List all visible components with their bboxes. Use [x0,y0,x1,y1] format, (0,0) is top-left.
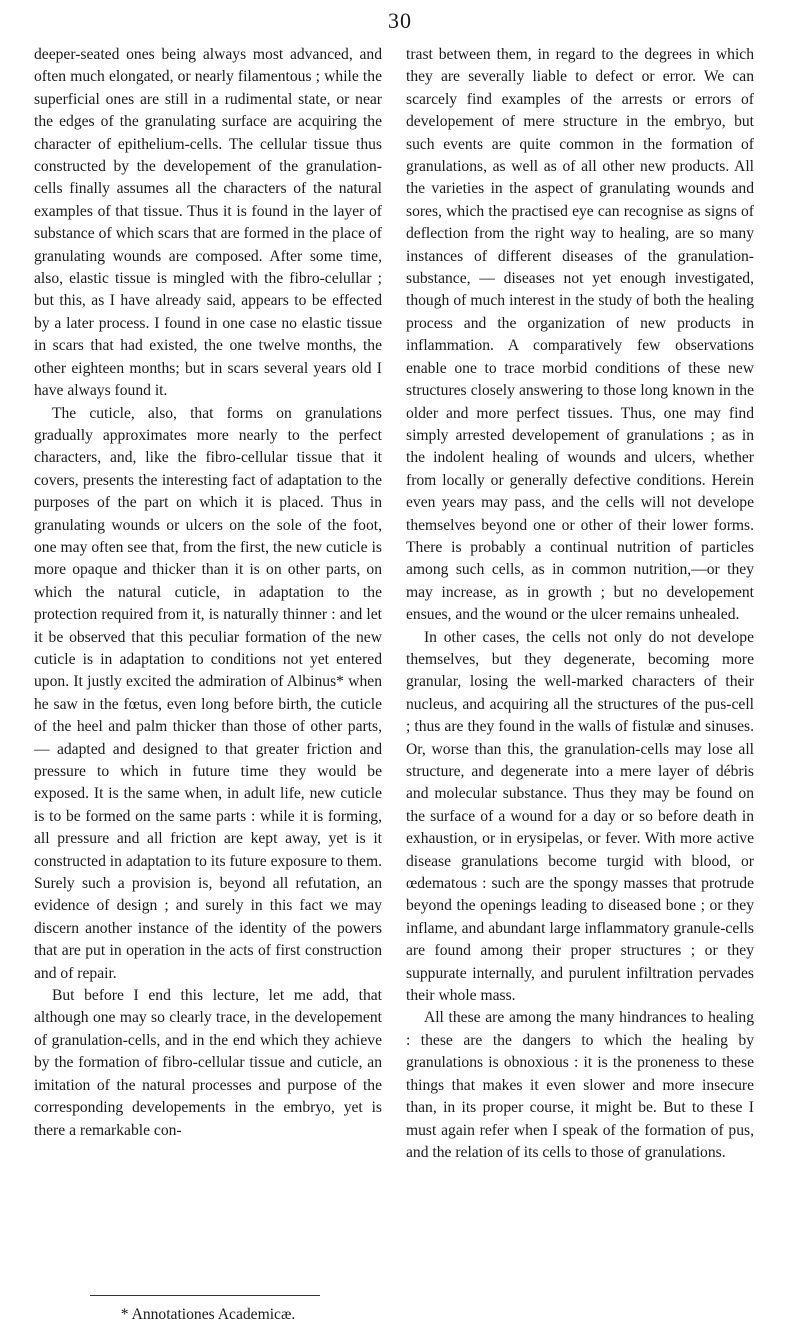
right-column [406,44,754,1164]
paragraph: But before I end this lecture, let me add, that although one may so clearly trace, in the developement of granulation-cells, and in the end which they achieve by the formation of fibro-cellular tissue and cuticle, an imitation of the natural processes and purpose of the corresponding developements in the embryo, yet is there a remarkable con- [34,987,382,1139]
footnote-divider [90,1295,320,1296]
left-column [34,44,382,1142]
paragraph: deeper-seated ones being always most advanced, and often much elongated, or nearly filamentous ; while the superficial ones are still in a rudimental state, or near the edges of the granulating surface are acquiring the character of epithelium-cells. The cellular tissue thus constructed by the developement of the granulation-cells finally assumes all the characters of the natural examples of that tissue. Thus it is found in the layer of substance of which scars that are formed in the place of granulating wounds are composed. After some time, also, elastic tissue is mingled with the fibro-celullar ; but this, as I have already said, appears to be effected by a later process. I found in one case no elastic tissue in scars that had existed, the one twelve months, the other eighteen months; but in scars several years old I have always found it. [34,46,382,400]
paragraph: trast between them, in regard to the degrees in which they are severally liable to defect or error. We can scarcely find examples of the arrests or errors of developement of mere structure in the embryo, but such events are quite common in the formation of granulations, as well as of all other new products. All the varieties in the aspect of granulating wounds and sores, which the practised eye can recognise as signs of deflection from the right way to healing, are so many instances of different diseases of the granulation-substance, — diseases not yet enough investigated, though of much interest in the study of both the healing process and the organization of new products in inflammation. A comparatively few observations enable one to trace morbid conditions of these new structures closely answering to those long known in the older and more perfect tissues. Thus, one may find simply arrested developement of granulations ; as in the indolent healing of wounds and ulcers, whether from locally or generally defective conditions. Herein even years may pass, and the cells will not develope themselves beyond one or other of their lower forms. There is probably a continual nutrition of particles among such cells, as in common nutrition,—or they may increase, as in growth ; but no developement ensues, and the wound or the ulcer remains unhealed. [406,46,754,624]
paragraph: All these are among the many hindrances to healing : these are the dangers to which the healing by granulations is obnoxious : it is the proneness to these things that makes it even slower and more insecure than, in its proper course, it might be. But to these I must again refer when I speak of the formation of pus, and the relation of its cells to those of granulations. [406,1009,754,1161]
footnote: * Annotationes Academicæ. [120,1306,296,1323]
paragraph: The cuticle, also, that forms on granulations gradually approximates more nearly to the perfect characters, and, like the fibro-cellular tissue that it covers, presents the interesting fact of adaptation to the purposes of the part on which it is placed. Thus in granulating wounds or ulcers on the sole of the foot, one may often see that, from the first, the new cuticle is more opaque and thicker than it is on other parts, on which the natural cuticle, in adaptation to the protection required from it, is naturally thinner : and let it be observed that this peculiar formation of the new cuticle is in adaptation to conditions not yet entered upon. It justly excited the admiration of Albinus* when he saw in the fœtus, even long before birth, the cuticle of the heel and palm thicker than those of other parts,— adapted and designed to that greater friction and pressure to which in future time they would be exposed. It is the same when, in adult life, new cuticle is to be formed on the same parts : while it is forming, all pressure and all friction are kept away, yet is it constructed in adaptation to its future exposure to them. Surely such a provision is, beyond all refutation, an evidence of design ; and surely in this fact we may discern another instance of the identity of the powers that are put in operation in the acts of first construction and of repair. [34,404,382,982]
paragraph: In other cases, the cells not only do not develope themselves, but they degenerate, becoming more granular, losing the well-marked characters of their nucleus, and acquiring all the structures of the pus-cell ; thus are they found in the walls of fistulæ and sinuses. Or, worse than this, the granulation-cells may lose all structure, and degenerate into a mere layer of débris and molecular substance. Thus they may be found on the surface of a wound for a day or so before death in exhaustion, or in erysipelas, or fever. With more active disease granulations become turgid with blood, or œdematous : such are the spongy masses that protrude beyond the openings leading to diseased bone ; or they inflame, and abundant large inflammatory granule-cells are found among their proper structures ; or they suppurate internally, and purulent infiltration pervades their whole mass. [406,628,754,1005]
page-number: 30 [388,8,412,33]
